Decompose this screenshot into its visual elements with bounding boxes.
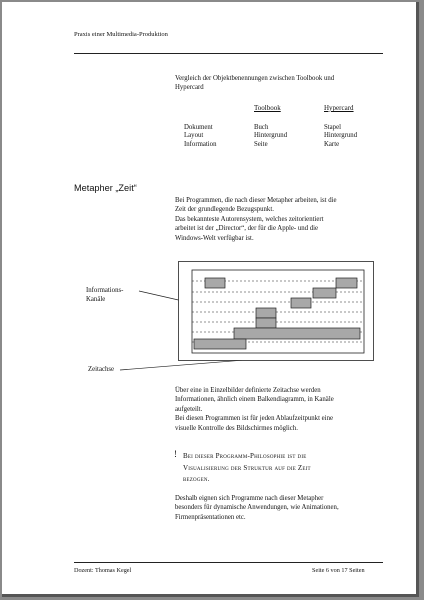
channel-bar bbox=[256, 308, 276, 318]
channel-bar bbox=[336, 278, 357, 288]
channel-bar bbox=[256, 318, 276, 328]
channel-bar bbox=[313, 288, 336, 298]
channel-bar bbox=[194, 339, 246, 349]
section-heading: Metapher „Zeit“ bbox=[74, 183, 137, 193]
document-page bbox=[2, 2, 419, 597]
highlight-note bbox=[183, 451, 383, 486]
label-channels-line-1: Informations- bbox=[86, 287, 124, 294]
hypercard-value: Karte bbox=[324, 140, 340, 148]
row-label: Information bbox=[184, 140, 217, 148]
intro-line-2: Hypercard bbox=[175, 84, 204, 92]
body-line: Zeit der grundlegende Bezugspunkt. bbox=[175, 206, 274, 214]
timeline-figure bbox=[178, 261, 374, 361]
hypercard-value: Stapel bbox=[324, 124, 341, 131]
body-line: aufgeteilt. bbox=[175, 405, 203, 413]
hypercard-value: Hintergrund bbox=[324, 132, 358, 140]
toolbook-value: Buch bbox=[254, 124, 269, 131]
column-header-toolbook: Toolbook bbox=[254, 104, 281, 112]
exclamation-icon: ! bbox=[174, 449, 177, 459]
footer-page-number: Seite 6 von 17 Seiten bbox=[312, 567, 365, 574]
channel-bar bbox=[291, 298, 311, 308]
intro-line-1: Vergleich der Objektbenennungen zwischen Toolbook und bbox=[175, 75, 335, 82]
timeline-explanation-paragraph bbox=[175, 386, 387, 433]
body-line: Über eine in Einzelbilder definierte Zeitachse werden bbox=[175, 387, 321, 394]
row-label: Dokument bbox=[184, 124, 213, 131]
note-line: bezogen. bbox=[183, 475, 210, 483]
body-line: Windows-Welt verfügbar ist. bbox=[175, 234, 254, 242]
footer-author: Dozent: Thomas Kegel bbox=[74, 567, 132, 574]
body-line: arbeitet ist der „Director“, der für die Apple- und die bbox=[175, 225, 319, 233]
body-line: Informationen, ähnlich einem Balkendiagramm, in Kanäle bbox=[175, 396, 334, 404]
toolbook-value: Hintergrund bbox=[254, 132, 288, 140]
body-line: Deshalb eignen sich Programme nach dieser Metapher bbox=[175, 495, 324, 502]
body-line: Das bekannteste Autorensystem, welches zeitorientiert bbox=[175, 215, 324, 223]
body-line: Bei diesen Programmen ist für jeden Ablaufzeitpunkt eine bbox=[175, 415, 333, 423]
body-line: Bei Programmen, die nach dieser Metapher arbeiten, ist die bbox=[175, 197, 337, 204]
label-channels-line-2: Kanäle bbox=[86, 296, 106, 303]
body-line: Firmenpräsentationen etc. bbox=[175, 513, 246, 521]
note-line: Visualisierung der Struktur auf die Zeit bbox=[183, 463, 311, 472]
body-line: visuelle Kontrolle des Bildschirmes möglich. bbox=[175, 424, 298, 432]
page-header-title: Praxis einer Multimedia-Produktion bbox=[74, 31, 168, 38]
note-line: Bei dieser Programm-Philosophie ist die bbox=[183, 452, 307, 460]
toolbook-value: Seite bbox=[254, 140, 268, 148]
channel-bar bbox=[205, 278, 225, 288]
figure-label-timeline: Zeitachse bbox=[88, 366, 115, 373]
row-label: Layout bbox=[184, 132, 204, 140]
conclusion-paragraph bbox=[175, 494, 387, 522]
footer-divider bbox=[74, 562, 383, 563]
body-line: besonders für dynamische Anwendungen, wie Animationen, bbox=[175, 504, 339, 512]
column-header-hypercard: Hypercard bbox=[324, 104, 354, 112]
channel-bar bbox=[234, 328, 360, 339]
